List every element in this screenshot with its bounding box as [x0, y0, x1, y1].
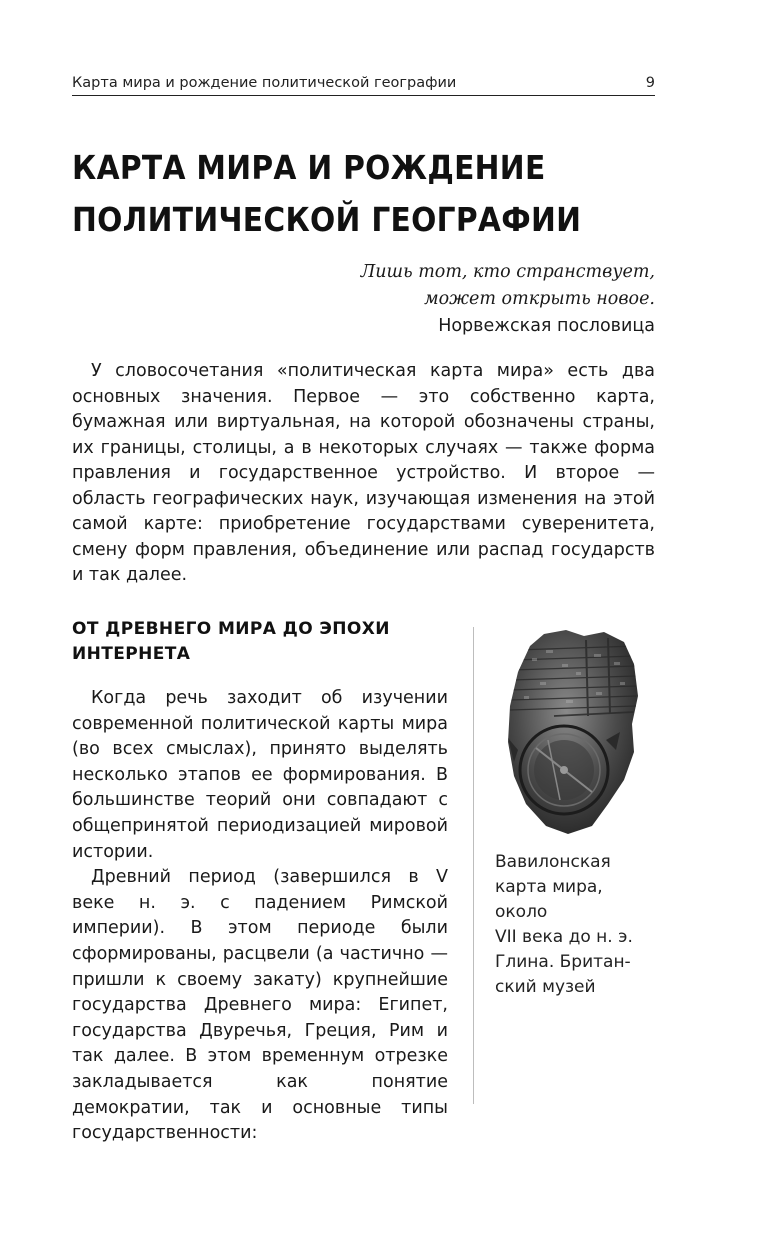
caption-line-4: Глина. Британ- [495, 952, 631, 972]
column-divider [473, 627, 474, 1104]
section-title-line-1: ОТ ДРЕВНЕГО МИРА ДО ЭПОХИ [72, 619, 390, 639]
header-rule [72, 95, 655, 96]
section-title-line-2: ИНТЕРНЕТА [72, 644, 191, 664]
page-number: 9 [645, 75, 655, 91]
caption-line-1: Вавилонская [495, 852, 611, 872]
babylonian-map-figure [496, 620, 656, 838]
body-paragraph-2: Древний период (завершился в V веке н. э. с падением Римской империи). В этом периоде были сформированы, расцвели (а частично — пришли к своему закату) крупнейшие государства Древнего мира: Египет, государства Двуречья, Греция, Рим и так далее. В этом временнум отрезке закладывается как понятие демократии, так и основные типы государственности: [72, 867, 448, 1144]
epigraph-line-1: Лишь тот, кто странствует, [360, 262, 655, 282]
figure-caption [495, 850, 660, 1000]
body-column [72, 686, 448, 1147]
running-head [72, 74, 655, 92]
chapter-title [72, 142, 672, 246]
caption-line-3: VII века до н. э. [495, 927, 633, 947]
section-title [72, 617, 412, 667]
epigraph-line-2: может открыть новое. [424, 289, 655, 309]
intro-paragraph: У словосочетания «политическая карта мира» есть два основных значения. Первое — это собственно карта, бумажная или виртуальная, на которой обозначены страны, их границы, столицы, а в некоторых случаях — также форма правления и государственное устройство. И второе — область географических наук, изучающая изменения на этой самой карте: приобретение государствами суверенитета, смену форм правления, объединение или распад государств и так далее. [72, 361, 655, 585]
epigraph-source: Норвежская пословица [438, 316, 655, 336]
caption-line-5: ский музей [495, 977, 596, 997]
chapter-title-line-2: ПОЛИТИЧЕСКОЙ ГЕОГРАФИИ [72, 200, 582, 239]
body-paragraph-1: Когда речь заходит об изучении современной политической карты мира (во всех смыслах), принято выделять несколько этапов ее формирования. В большинстве теорий они совпадают с общепринятой периодизацией мировой истории. [72, 688, 448, 862]
running-head-title: Карта мира и рождение политической географии [72, 75, 457, 91]
caption-line-2: карта мира, около [495, 877, 603, 922]
epigraph [330, 259, 655, 340]
chapter-title-line-1: КАРТА МИРА И РОЖДЕНИЕ [72, 148, 546, 187]
clay-tablet-icon [496, 620, 656, 838]
